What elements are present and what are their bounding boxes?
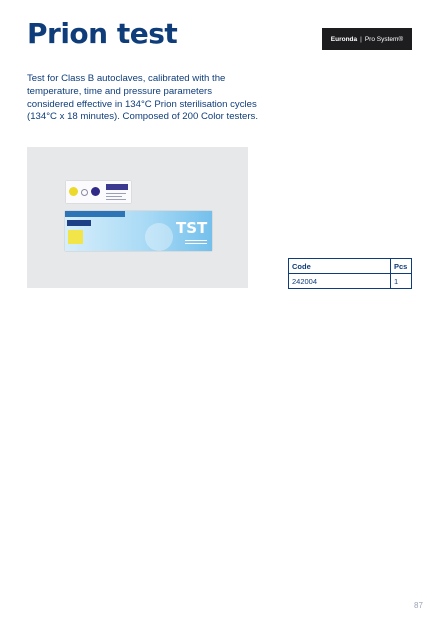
gray-indicator-dot [81, 189, 88, 196]
product-code-table [288, 258, 412, 289]
column-header-code: Code [289, 259, 391, 274]
brand-name: Euronda [330, 35, 358, 43]
brand-product-line: Pro System® [364, 35, 404, 43]
purple-indicator-dot [91, 187, 100, 196]
table-row [289, 274, 412, 289]
pouch-yellow-label [68, 230, 83, 244]
strip-logo-graphic [106, 184, 128, 190]
pouch-label-block [67, 220, 91, 226]
pouch-logo-mark: TST [176, 219, 208, 237]
table-header-row [289, 259, 412, 274]
indicator-strip-image [66, 181, 131, 203]
pouch-print-line [185, 240, 207, 241]
column-header-pcs: Pcs [391, 259, 412, 274]
product-pouch-image [65, 211, 212, 251]
page-title: Prion test [27, 17, 178, 50]
page-number: 87 [414, 601, 423, 610]
pouch-circle-graphic [145, 223, 173, 251]
strip-print-line [106, 193, 126, 194]
brand-separator: | [360, 35, 362, 43]
brand-badge [322, 28, 412, 50]
pouch-header-band [65, 211, 125, 217]
strip-print-line [106, 196, 122, 197]
cell-pcs: 1 [391, 274, 412, 289]
strip-print-line [106, 199, 126, 200]
yellow-indicator-dot [69, 187, 78, 196]
pouch-print-line [185, 243, 207, 244]
cell-code: 242004 [289, 274, 391, 289]
product-description: Test for Class B autoclaves, calibrated with the temperature, time and pressure parameters considered effective in 134°C Prion sterilisation cycles (134°C x 18 minutes). Composed of 200 Color testers. [27, 73, 258, 123]
